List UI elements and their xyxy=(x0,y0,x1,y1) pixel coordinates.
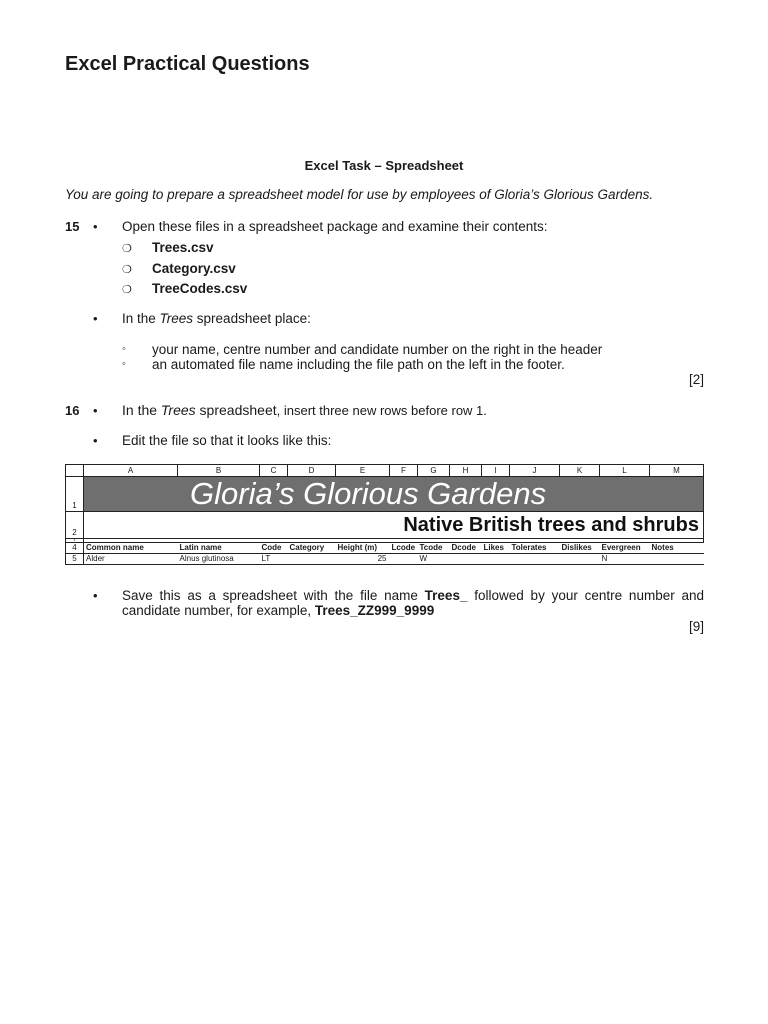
bullet-marker: • xyxy=(93,403,98,418)
column-header: F xyxy=(390,465,418,477)
data-cell xyxy=(560,554,600,565)
data-cell: Alder xyxy=(84,554,178,565)
spreadsheet-example xyxy=(65,464,703,570)
header-cell: Notes xyxy=(650,543,704,554)
column-header: E xyxy=(336,465,390,477)
sheet-row-1 xyxy=(66,477,704,512)
data-cell: LT xyxy=(260,554,288,565)
row-number: 2 xyxy=(66,512,84,539)
header-cell: Common name xyxy=(84,543,178,554)
header-cell: Latin name xyxy=(178,543,260,554)
data-cell: 25 xyxy=(336,554,390,565)
q15-bullet-2: In the Trees spreadsheet place: xyxy=(122,311,311,326)
q15-bullet-1: Open these files in a spreadsheet package and examine their contents: xyxy=(122,219,548,234)
banner-title: Gloria’s Glorious Gardens xyxy=(84,477,704,512)
column-header: A xyxy=(84,465,178,477)
corner-cell xyxy=(66,465,84,477)
question-number-16: 16 xyxy=(65,403,80,418)
column-header: H xyxy=(450,465,482,477)
header-cell: Lcode xyxy=(390,543,418,554)
header-cell: Category xyxy=(288,543,336,554)
sheet-row-5 xyxy=(66,554,704,565)
data-cell xyxy=(288,554,336,565)
column-header: D xyxy=(288,465,336,477)
header-cell: Evergreen xyxy=(600,543,650,554)
file-item: Category.csv xyxy=(152,261,236,276)
row-number: 3 xyxy=(66,539,84,543)
marks-16: [9] xyxy=(688,619,704,634)
q16-bullet-1: In the Trees spreadsheet, insert three new rows before row 1. xyxy=(122,402,487,418)
bullet-marker: • xyxy=(93,433,98,448)
column-header-row xyxy=(66,465,704,477)
column-header: K xyxy=(560,465,600,477)
banner-subtitle: Native British trees and shrubs xyxy=(84,512,704,539)
circle-bullet: ❍ xyxy=(122,284,132,296)
column-header: G xyxy=(418,465,450,477)
header-cell: Tcode xyxy=(418,543,450,554)
intro-text: You are going to prepare a spreadsheet model for use by employees of Gloria’s Glorious Gardens. xyxy=(65,187,654,202)
header-cell: Tolerates xyxy=(510,543,560,554)
q15-subitem: your name, centre number and candidate number on the right in the header xyxy=(152,342,603,357)
data-cell xyxy=(450,554,482,565)
data-cell xyxy=(650,554,704,565)
circle-bullet: ❍ xyxy=(122,243,132,255)
spreadsheet-grid xyxy=(65,464,704,565)
header-cell: Code xyxy=(260,543,288,554)
column-header: C xyxy=(260,465,288,477)
data-cell: N xyxy=(600,554,650,565)
bullet-marker: • xyxy=(93,311,98,326)
column-header: M xyxy=(650,465,704,477)
q16-bullet-2: Edit the file so that it looks like this: xyxy=(122,433,332,448)
small-circle-bullet: ◦ xyxy=(122,343,126,355)
row-number: 5 xyxy=(66,554,84,565)
q15-subitem: an automated file name including the file path on the left in the footer. xyxy=(152,357,565,372)
document-title: Excel Practical Questions xyxy=(65,53,310,75)
column-header: L xyxy=(600,465,650,477)
file-item: Trees.csv xyxy=(152,240,214,255)
data-cell xyxy=(482,554,510,565)
row-number: 4 xyxy=(66,543,84,554)
header-cell: Dislikes xyxy=(560,543,600,554)
column-header: B xyxy=(178,465,260,477)
task-heading: Excel Task – Spreadsheet xyxy=(304,158,464,173)
column-header: I xyxy=(482,465,510,477)
data-cell xyxy=(510,554,560,565)
bullet-marker: • xyxy=(93,219,98,234)
sheet-row-2 xyxy=(66,512,704,539)
row-number: 1 xyxy=(66,477,84,512)
marks-15: [2] xyxy=(688,372,704,387)
data-cell: Alnus glutinosa xyxy=(178,554,260,565)
header-cell: Height (m) xyxy=(336,543,390,554)
column-header: J xyxy=(510,465,560,477)
bullet-marker: • xyxy=(93,588,98,603)
circle-bullet: ❍ xyxy=(122,264,132,276)
data-cell xyxy=(390,554,418,565)
sheet-row-4 xyxy=(66,543,704,554)
small-circle-bullet: ◦ xyxy=(122,358,126,370)
question-number-15: 15 xyxy=(65,219,80,234)
q16-save-instruction: Save this as a spreadsheet with the file name Trees_ followed by your centre number and candidate number, for example, Trees_ZZ999_9999 xyxy=(122,588,705,618)
file-item: TreeCodes.csv xyxy=(152,281,248,296)
header-cell: Likes xyxy=(482,543,510,554)
data-cell: W xyxy=(418,554,450,565)
header-cell: Dcode xyxy=(450,543,482,554)
